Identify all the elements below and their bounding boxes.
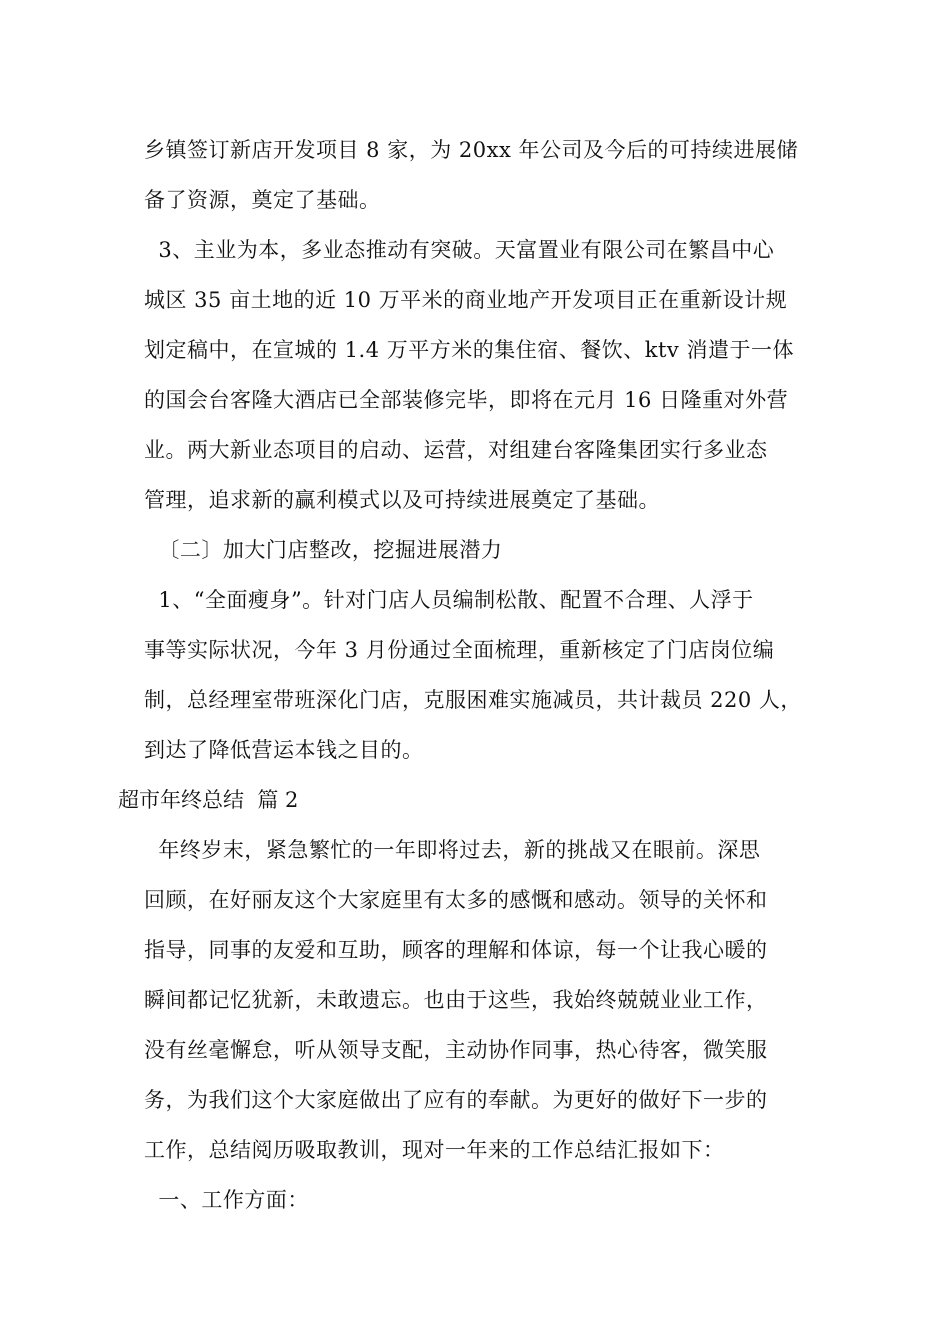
paragraph-line: 备了资源，奠定了基础。 (144, 188, 381, 212)
paragraph-line: 乡镇签订新店开发项目 8 家，为 20xx 年公司及今后的可持续进展储 (144, 138, 798, 162)
section-heading: 超市年终总结 篇 2 (118, 788, 299, 812)
paragraph-line: 业。两大新业态项目的启动、运营，对组建台客隆集团实行多业态 (144, 438, 768, 462)
paragraph-line: 瞬间都记忆犹新，未敢遗忘。也由于这些，我始终兢兢业业工作， (144, 988, 768, 1012)
paragraph-line: 事等实际状况，今年 3 月份通过全面梳理，重新核定了门店岗位编 (144, 638, 775, 662)
paragraph-line: 务，为我们这个大家庭做出了应有的奉献。为更好的做好下一步的 (144, 1088, 768, 1112)
paragraph-line: 工作，总结阅历吸取教训，现对一年来的工作总结汇报如下： (144, 1138, 725, 1162)
paragraph-line: 年终岁末，紧急繁忙的一年即将过去，新的挑战又在眼前。深思 (144, 838, 761, 862)
paragraph-line: 没有丝毫懈怠，听从领导支配，主动协作同事，热心待客，微笑服 (144, 1038, 768, 1062)
paragraph-line: 3、主业为本，多业态推动有突破。天富置业有限公司在繁昌中心 (144, 238, 775, 262)
paragraph-line: 到达了降低营运本钱之目的。 (144, 738, 424, 762)
paragraph-line: 指导，同事的友爱和互助，顾客的理解和体谅，每一个让我心暖的 (144, 938, 768, 962)
paragraph-line: 划定稿中，在宣城的 1.4 万平方米的集住宿、餐饮、ktv 消遣于一体 (144, 338, 794, 362)
paragraph-line: 的国会台客隆大酒店已全部装修完毕，即将在元月 16 日隆重对外营 (144, 388, 789, 412)
section-subheading: 一、工作方面： (144, 1188, 309, 1212)
section-subheading: 〔二〕加大门店整改，挖掘进展潜力 (144, 538, 503, 562)
paragraph-line: 制，总经理室带班深化门店，克服困难实施减员，共计裁员 220 人， (144, 688, 802, 712)
paragraph-line: 1、“全面瘦身”。针对门店人员编制松散、配置不合理、人浮于 (144, 588, 754, 612)
paragraph-line: 管理，追求新的赢利模式以及可持续进展奠定了基础。 (144, 488, 660, 512)
paragraph-line: 回顾，在好丽友这个大家庭里有太多的感慨和感动。领导的关怀和 (144, 888, 768, 912)
paragraph-line: 城区 35 亩土地的近 10 万平米的商业地产开发项目正在重新设计规 (144, 288, 788, 312)
